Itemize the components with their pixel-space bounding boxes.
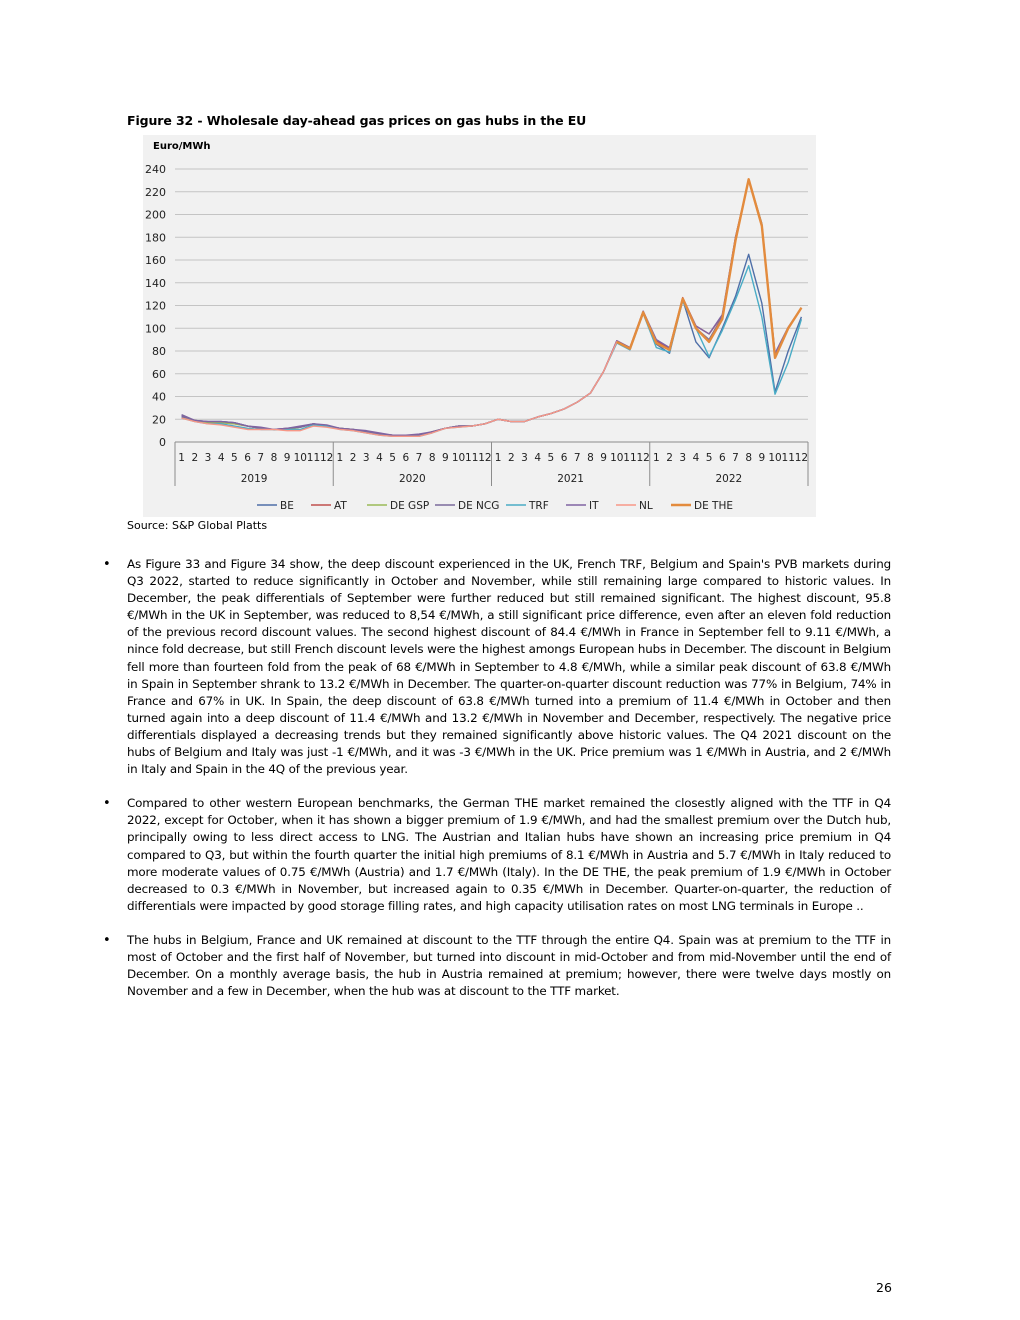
x-tick-label: 1 [336, 452, 344, 464]
x-tick-label: 10 [610, 452, 624, 464]
y-tick-label: 60 [152, 367, 166, 381]
y-tick-label: 180 [145, 231, 166, 245]
x-tick-label: 2 [191, 452, 199, 464]
x-tick-label: 9 [283, 452, 291, 464]
x-tick-label: 5 [231, 452, 238, 464]
y-tick-label: 100 [145, 322, 166, 336]
y-tick-label: 0 [159, 436, 166, 449]
bullet-paragraph: • The hubs in Belgium, France and UK remained at discount to the TTF through the entire Q4. Spain was at premium to the TTF in most of October and the first half of November, but turned into discount in mid-October and from mid-November until the end of December. On a monthly average basis, the hub in Austria remained at premium; however, there were twelve days mostly on November and a few in December, when the hub was at discount to the TTF market. [103, 932, 891, 1000]
page-number: 26 [876, 1280, 892, 1295]
x-tick-label: 6 [560, 452, 568, 464]
legend-label: DE THE [694, 500, 734, 512]
x-tick-label: 9 [600, 452, 607, 464]
bullet-list [103, 556, 891, 1017]
x-tick-label: 7 [415, 452, 423, 464]
legend [257, 500, 733, 512]
x-tick-label: 1 [653, 452, 660, 464]
bullet-paragraph: • Compared to other western European benchmarks, the German THE market remained the closestly aligned with the TTF in Q4 2022, except for October, when it has shown a bigger premium of 1.9 €/MWh, and had the smallest premium over the Dutch hub, principally owing to less direct access to LNG. The Austrian and Italian hubs have shown an increasing price premium in Q4 compared to Q3, but within the fourth quarter the initial high premiums of 8.1 €/MWh in Austria and 5.7 €/MWh in Italy reduced to more moderate values of 0.75 €/MWh (Austria) and 1.7 €/MWh (Italy). In the DE THE, the peak premium of 1.9 €/MWh in October decreased to 0.3 €/MWh in November, but increased again to 0.35 €/MWh in December. Quarter-on-quarter, the reduction of differentials were impacted by good storage filling rates, and high capacity utilisation rates on most LNG terminals in Europe .. [103, 795, 891, 915]
legend-label: IT [589, 500, 599, 512]
x-tick-label: 6 [402, 452, 410, 464]
x-tick-label: 12 [636, 452, 650, 464]
x-tick-label: 8 [428, 452, 436, 464]
legend-label: NL [639, 500, 653, 512]
x-tick-label: 2 [507, 452, 515, 464]
x-tick-label: 11 [465, 452, 479, 464]
year-label: 2020 [399, 473, 426, 485]
y-tick-label: 120 [145, 299, 166, 313]
x-tick-label: 8 [270, 452, 278, 464]
year-label: 2022 [715, 473, 743, 485]
x-tick-label: 11 [623, 452, 637, 464]
x-tick-label: 4 [217, 452, 225, 464]
x-tick-label: 3 [362, 452, 370, 464]
series-line-de-the [617, 179, 802, 358]
series-lines [182, 179, 802, 436]
x-tick-label: 12 [794, 452, 809, 464]
legend-label: BE [280, 500, 294, 512]
figure-source: Source: S&P Global Platts [127, 519, 268, 532]
chart-canvas [143, 135, 816, 517]
x-tick-label: 10 [293, 452, 307, 464]
y-axis-label: Euro/MWh [153, 141, 211, 152]
x-tick-label: 2 [349, 452, 357, 464]
y-tick-label: 160 [145, 254, 166, 267]
x-tick-label: 12 [478, 452, 492, 464]
x-tick-label: 3 [204, 452, 212, 464]
x-tick-label: 6 [718, 452, 726, 464]
x-tick-label: 10 [451, 452, 466, 464]
x-tick-label: 7 [573, 452, 581, 464]
x-tick-label: 8 [587, 452, 594, 464]
grid [175, 169, 808, 442]
x-tick-label: 4 [692, 452, 700, 464]
line-chart [143, 135, 816, 517]
x-tick-label: 3 [679, 452, 687, 464]
y-tick-label: 20 [152, 413, 166, 427]
bullet-paragraph: • As Figure 33 and Figure 34 show, the deep discount experienced in the UK, French TRF, Belgium and Spain's PVB markets during Q3 2022, started to reduce significantly in October and November, while still remaining large compared to historic values. In December, the peak differentials of September were further reduced but still remained significant. The highest discount, 95.8 €/MWh in the UK in September, was reduced to 8,54 €/MWh, a still significant price difference, even after an eleven fold reduction of the previous record discount values. The second highest discount of 84.4 €/MWh in France in September fell to 9.11 €/MWh, a nince fold decrease, but still French discount levels were the highest amongs European hubs in December. The discount in Belgium fell more than fourteen fold from the peak of 68 €/MWh in September to 4.8 €/MWh, while a similar peak discount of 63.8 €/MWh in Spain in September shrank to 13.2 €/MWh in December. The quarter-on-quarter discount reduction was 77% in Belgium, 74% in France and 67% in UK. In Spain, the deep discount of 63.8 €/MWh turned into a premium of 11.4 €/MWh in October and then turned again into a deep discount of 11.4 €/MWh and 13.2 €/MWh in November and December, respectively. The negative price differentials displayed a decreasing trends but they remained significantly above historic values. The Q4 2021 discount on the hubs of Belgium and Italy was just -1 €/MWh, and it was -3 €/MWh in the UK. Price premium was 1 €/MWh in Austria, and 2 €/MWh in Italy and Spain in the 4Q of the previous year. [103, 556, 891, 778]
x-tick-label: 12 [319, 452, 334, 464]
x-tick-label: 9 [758, 452, 766, 464]
y-tick-label: 220 [145, 185, 166, 199]
y-tick-label: 200 [145, 208, 166, 222]
series-line-be [182, 254, 802, 435]
x-tick-label: 8 [745, 452, 752, 464]
figure-title: Figure 32 - Wholesale day-ahead gas prices on gas hubs in the EU [127, 113, 587, 128]
x-tick-label: 5 [547, 452, 555, 464]
x-tick-label: 10 [768, 452, 782, 464]
series-line-nl [182, 180, 802, 436]
legend-label: DE GSP [390, 500, 430, 512]
x-tick-label: 5 [389, 452, 396, 464]
x-tick-label: 2 [666, 452, 673, 464]
y-tick-label: 80 [152, 345, 166, 358]
year-label: 2019 [240, 473, 268, 485]
x-tick-label: 1 [178, 452, 185, 464]
x-tick-label: 9 [442, 452, 449, 464]
x-tick-label: 7 [732, 452, 739, 464]
x-tick-label: 4 [376, 452, 383, 464]
x-tick-label: 11 [781, 452, 795, 464]
legend-label: AT [334, 500, 347, 512]
year-label: 2021 [557, 473, 584, 485]
x-tick-label: 4 [534, 452, 541, 464]
y-tick-label: 40 [152, 390, 166, 404]
x-tick-label: 3 [521, 452, 528, 464]
legend-label: DE NCG [458, 500, 500, 512]
axes [145, 163, 808, 486]
x-tick-label: 5 [705, 452, 713, 464]
x-tick-label: 1 [494, 452, 502, 464]
legend-label: TRF [529, 500, 549, 512]
y-tick-label: 140 [145, 276, 166, 290]
x-tick-label: 7 [257, 452, 265, 464]
y-tick-label: 240 [145, 163, 166, 176]
x-tick-label: 6 [244, 452, 251, 464]
x-tick-label: 11 [306, 452, 321, 464]
